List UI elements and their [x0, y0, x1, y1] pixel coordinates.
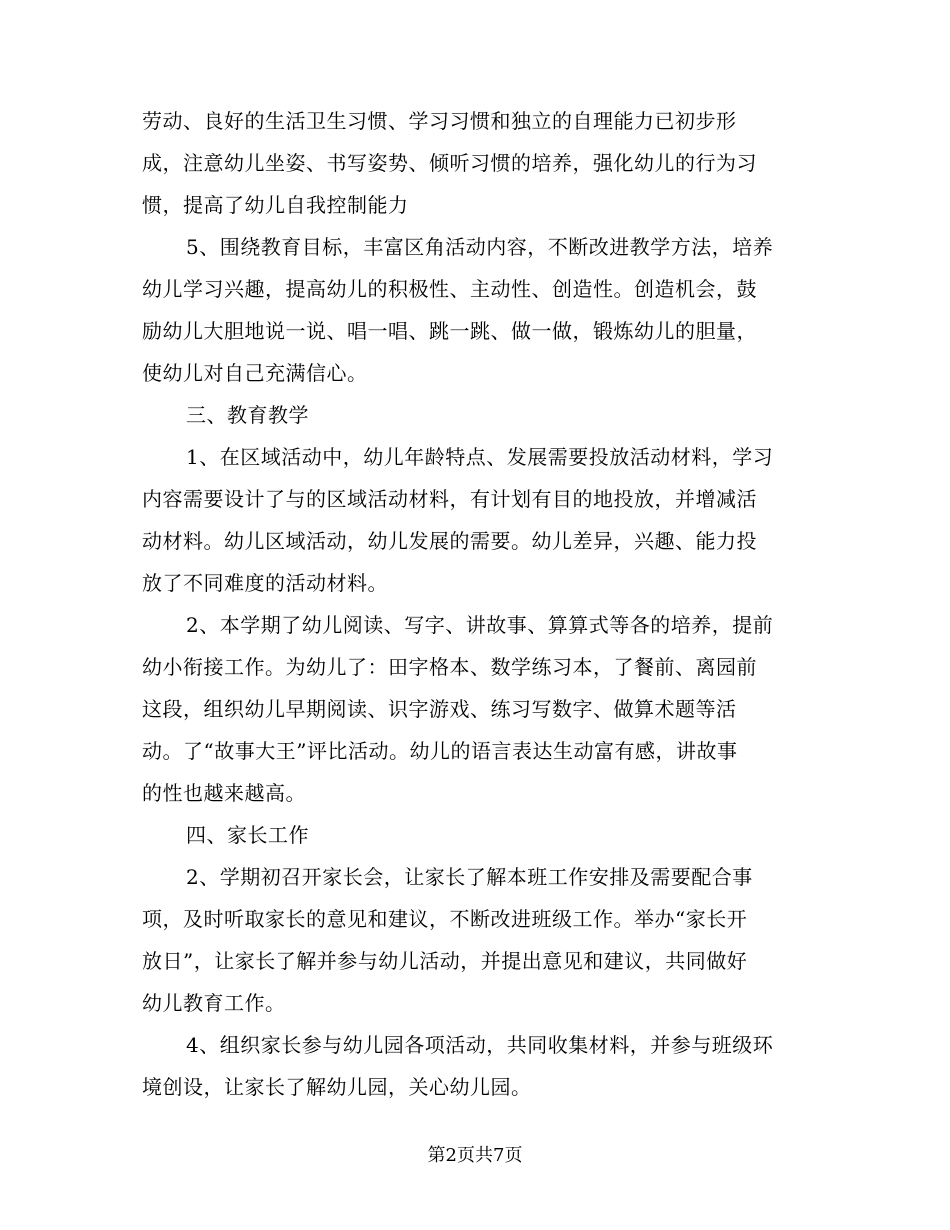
- text-line: 惯，提高了幼儿自我控制能力: [142, 193, 409, 217]
- paragraph: [142, 394, 814, 436]
- text-line: 4、组织家长参与幼儿园各项活动，共同收集材料，并参与班级环: [186, 1033, 774, 1057]
- text-line: 1、在区域活动中，幼儿年龄特点、发展需要投放活动材料，学习: [186, 445, 774, 469]
- document-body: [142, 100, 814, 1108]
- text-line: 幼儿学习兴趣，提高幼儿的积极性、主动性、创造性。创造机会，鼓: [142, 277, 757, 301]
- paragraph: [142, 814, 814, 856]
- paragraph: [142, 100, 814, 226]
- text-line: 三、教育教学: [186, 403, 309, 427]
- text-line: 项，及时听取家长的意见和建议，不断改进班级工作。举办“家长开: [142, 907, 748, 931]
- text-line: 动。了“故事大王”评比活动。幼儿的语言表达生动富有感，讲故事: [142, 739, 738, 763]
- paragraph: [142, 856, 814, 1024]
- paragraph: [142, 226, 814, 394]
- text-line: 5、围绕教育目标，丰富区角活动内容，不断改进教学方法，培养: [186, 235, 774, 259]
- text-line: 2、学期初召开家长会，让家长了解本班工作安排及需要配合事: [186, 865, 753, 889]
- text-line: 放日”，让家长了解并参与幼儿活动，并提出意见和建议，共同做好: [142, 949, 748, 973]
- text-line: 励幼儿大胆地说一说、唱一唱、跳一跳、做一做，锻炼幼儿的胆量，: [142, 319, 757, 343]
- text-line: 内容需要设计了与的区域活动材料，有计划有目的地投放，并增减活: [142, 487, 757, 511]
- text-line: 境创设，让家长了解幼儿园，关心幼儿园。: [142, 1075, 532, 1099]
- text-line: 这段，组织幼儿早期阅读、识字游戏、练习写数字、做算术题等活: [142, 697, 737, 721]
- text-line: 的性也越来越高。: [142, 781, 306, 805]
- text-line: 幼小衔接工作。为幼儿了：田字格本、数学练习本，了餐前、离园前: [142, 655, 757, 679]
- paragraph: [142, 1024, 814, 1108]
- text-line: 劳动、良好的生活卫生习惯、学习习惯和独立的自理能力已初步形: [142, 109, 737, 133]
- paragraph: [142, 604, 814, 814]
- text-line: 使幼儿对自己充满信心。: [142, 361, 368, 385]
- text-line: 四、家长工作: [186, 823, 309, 847]
- text-line: 2、本学期了幼儿阅读、写字、讲故事、算算式等各的培养，提前: [186, 613, 774, 637]
- text-line: 成，注意幼儿坐姿、书写姿势、倾听习惯的培养，强化幼儿的行为习: [142, 151, 757, 175]
- page-number: 第2页共7页: [427, 1145, 523, 1166]
- paragraph: [142, 436, 814, 604]
- text-line: 放了不同难度的活动材料。: [142, 571, 388, 595]
- text-line: 动材料。幼儿区域活动，幼儿发展的需要。幼儿差异，兴趣、能力投: [142, 529, 757, 553]
- text-line: 幼儿教育工作。: [142, 991, 286, 1015]
